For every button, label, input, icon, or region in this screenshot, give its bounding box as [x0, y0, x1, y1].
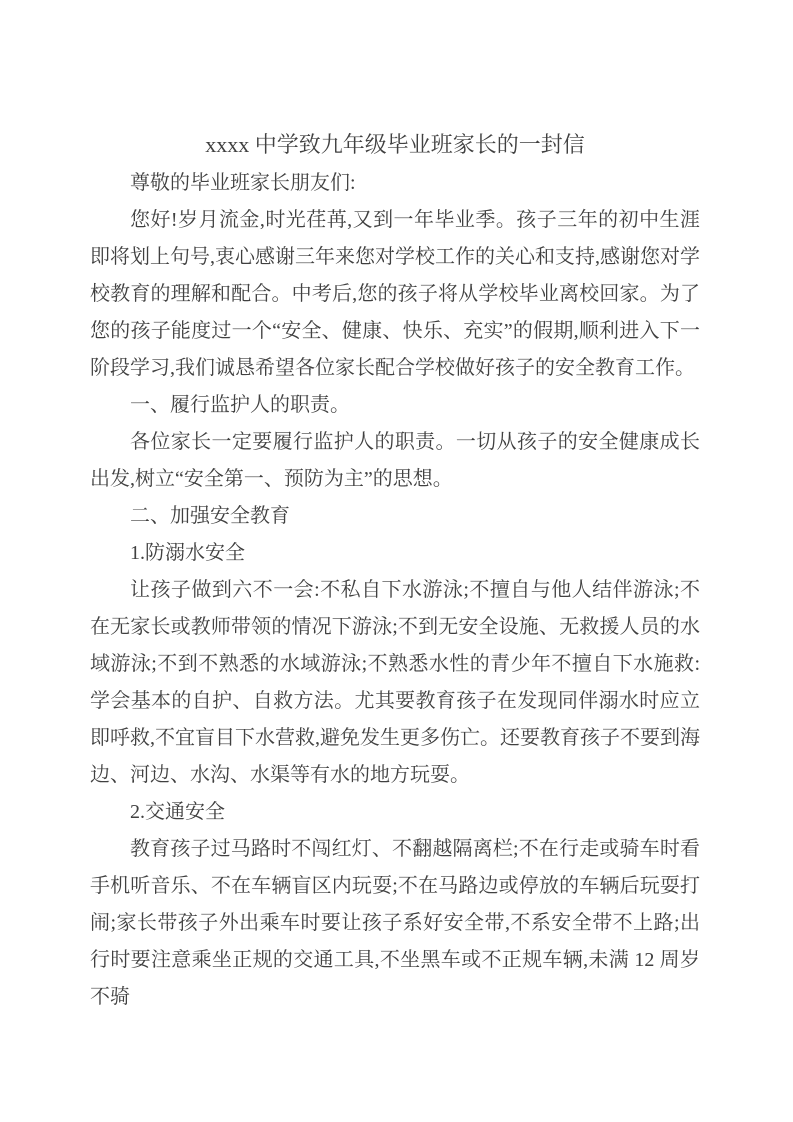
subsection-traffic-heading: 2.交通安全 — [130, 801, 225, 823]
intro-paragraph: 您好!岁月流金,时光荏苒,又到一年毕业季。孩子三年的初中生涯即将划上句号,衷心感谢三年来您对学校工作的关心和支持,感谢您对学校教育的理解和配合。中考后,您的孩子将从学校毕业离校回家。为了您的孩子能度过一个“安全、健康、快乐、充实”的假期,顺利进入下一阶段学习,我们诚恳希望各位家长配合学校做好孩子的安全教育工作。 — [90, 209, 700, 379]
document-body — [90, 165, 700, 1016]
section-1-paragraph: 各位家长一定要履行监护人的职责。一切从孩子的安全健康成长出发,树立“安全第一、预防为主”的思想。 — [90, 431, 700, 490]
subsection-drowning-heading: 1.防溺水安全 — [130, 542, 245, 564]
section-1-heading: 一、履行监护人的职责。 — [130, 394, 350, 416]
traffic-safety-paragraph: 教育孩子过马路时不闯红灯、不翻越隔离栏;不在行走或骑车时看手机听音乐、不在车辆盲区内玩耍;不在马路边或停放的车辆后玩耍打闹;家长带孩子外出乘车时要让孩子系好安全带,不系安全带不上路;出行时要注意乘坐正规的交通工具,不坐黑车或不正规车辆,未满 12 周岁不骑 — [90, 838, 700, 1008]
drowning-safety-paragraph: 让孩子做到六不一会:不私自下水游泳;不擅自与他人结伴游泳;不在无家长或教师带领的情况下游泳;不到无安全设施、无救援人员的水域游泳;不到不熟悉的水域游泳;不熟悉水性的青少年不擅自下水施救:学会基本的自护、自救方法。尤其要教育孩子在发现同伴溺水时应立即呼救,不宜盲目下水营救,避免发生更多伤亡。还要教育孩子不要到海边、河边、水沟、水渠等有水的地方玩耍。 — [90, 579, 700, 786]
document-title: xxxx 中学致九年级毕业班家长的一封信 — [205, 132, 585, 157]
section-2-heading: 二、加强安全教育 — [130, 505, 290, 527]
salutation-line: 尊敬的毕业班家长朋友们: — [130, 172, 356, 194]
